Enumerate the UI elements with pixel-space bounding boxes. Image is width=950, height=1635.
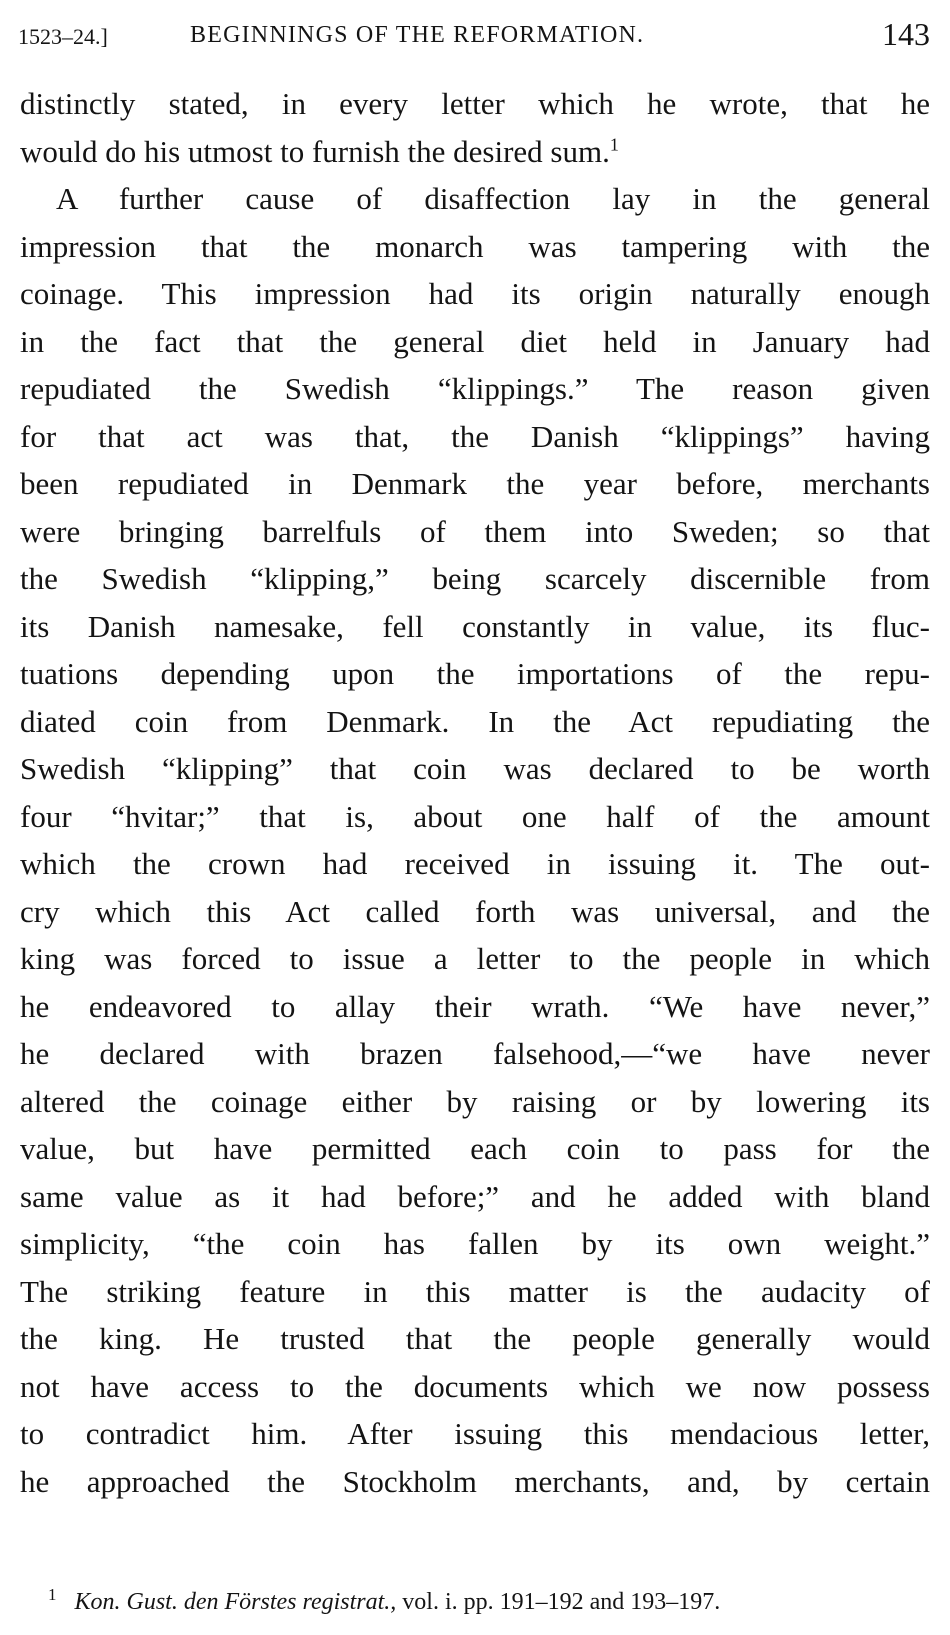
text-line: he approached the Stockholm merchants, and, by certain [20, 1463, 930, 1499]
page-number: 143 [882, 16, 930, 52]
text-line: to contradict him. After issuing this mendacious letter, [20, 1416, 930, 1451]
text-line: four “hvitar;” that is, about one half of the amount [20, 798, 930, 834]
text-line: diated coin from Denmark. In the Act repudiating the [20, 703, 930, 739]
body-text [20, 80, 930, 1505]
text-line: were bringing barrelfuls of them into Sweden; so that [20, 513, 930, 549]
text-line: value, but have permitted each coin to pass for the [20, 1131, 930, 1166]
text-line: simplicity, “the coin has fallen by its own weight.” [20, 1226, 930, 1261]
text-line: which the crown had received in issuing it. The out- [20, 846, 930, 881]
text-line: coinage. This impression had its origin naturally enough [20, 276, 930, 311]
text-line: distinctly stated, in every letter which he wrote, that he [20, 86, 930, 121]
text-line: king was forced to issue a letter to the people in which [20, 941, 930, 976]
footnote-mark: 1 [48, 1585, 57, 1604]
text-line: cry which this Act called forth was universal, and the [20, 893, 930, 929]
text-line: Swedish “klipping” that coin was declared to be worth [20, 751, 930, 786]
text-line: tuations depending upon the importations of the repu- [20, 656, 930, 691]
footnote [48, 1587, 908, 1617]
text-line: repudiated the Swedish “klippings.” The reason given [20, 371, 930, 406]
text-line: its Danish namesake, fell constantly in value, its fluc- [20, 608, 930, 644]
header-years: 1523–24.] [18, 24, 108, 49]
text-line: A further cause of disaffection lay in the general [56, 181, 930, 216]
footnote-citation: vol. i. pp. 191–192 and 193–197. [402, 1589, 721, 1615]
footnote-source: Kon. Gust. den Förstes registrat., [74, 1589, 397, 1615]
footnote-reference[interactable]: 1 [609, 134, 619, 155]
text-line: in the fact that the general diet held in January had [20, 323, 930, 359]
text-line: not have access to the documents which we now possess [20, 1368, 930, 1404]
text-line: the king. He trusted that the people generally would [20, 1321, 930, 1356]
text-line: impression that the monarch was tampering with the [20, 228, 930, 264]
header-title: BEGINNINGS OF THE REFORMATION. [190, 22, 645, 48]
text-line: he endeavored to allay their wrath. “We have never,” [20, 988, 930, 1024]
text-line: for that act was that, the Danish “klippings” having [20, 418, 930, 454]
text-line: the Swedish “klipping,” being scarcely discernible from [20, 561, 930, 596]
text-line: been repudiated in Denmark the year before, merchants [20, 466, 930, 501]
text-line-content: would do his utmost to furnish the desired sum. [20, 133, 610, 169]
text-line: altered the coinage either by raising or by lowering its [20, 1083, 930, 1119]
text-line: The striking feature in this matter is the audacity of [20, 1273, 930, 1309]
text-line [20, 128, 930, 176]
text-line: same value as it had before;” and he added with bland [20, 1178, 930, 1214]
text-line: he declared with brazen falsehood,—“we have never [20, 1036, 930, 1071]
running-head [18, 16, 930, 56]
